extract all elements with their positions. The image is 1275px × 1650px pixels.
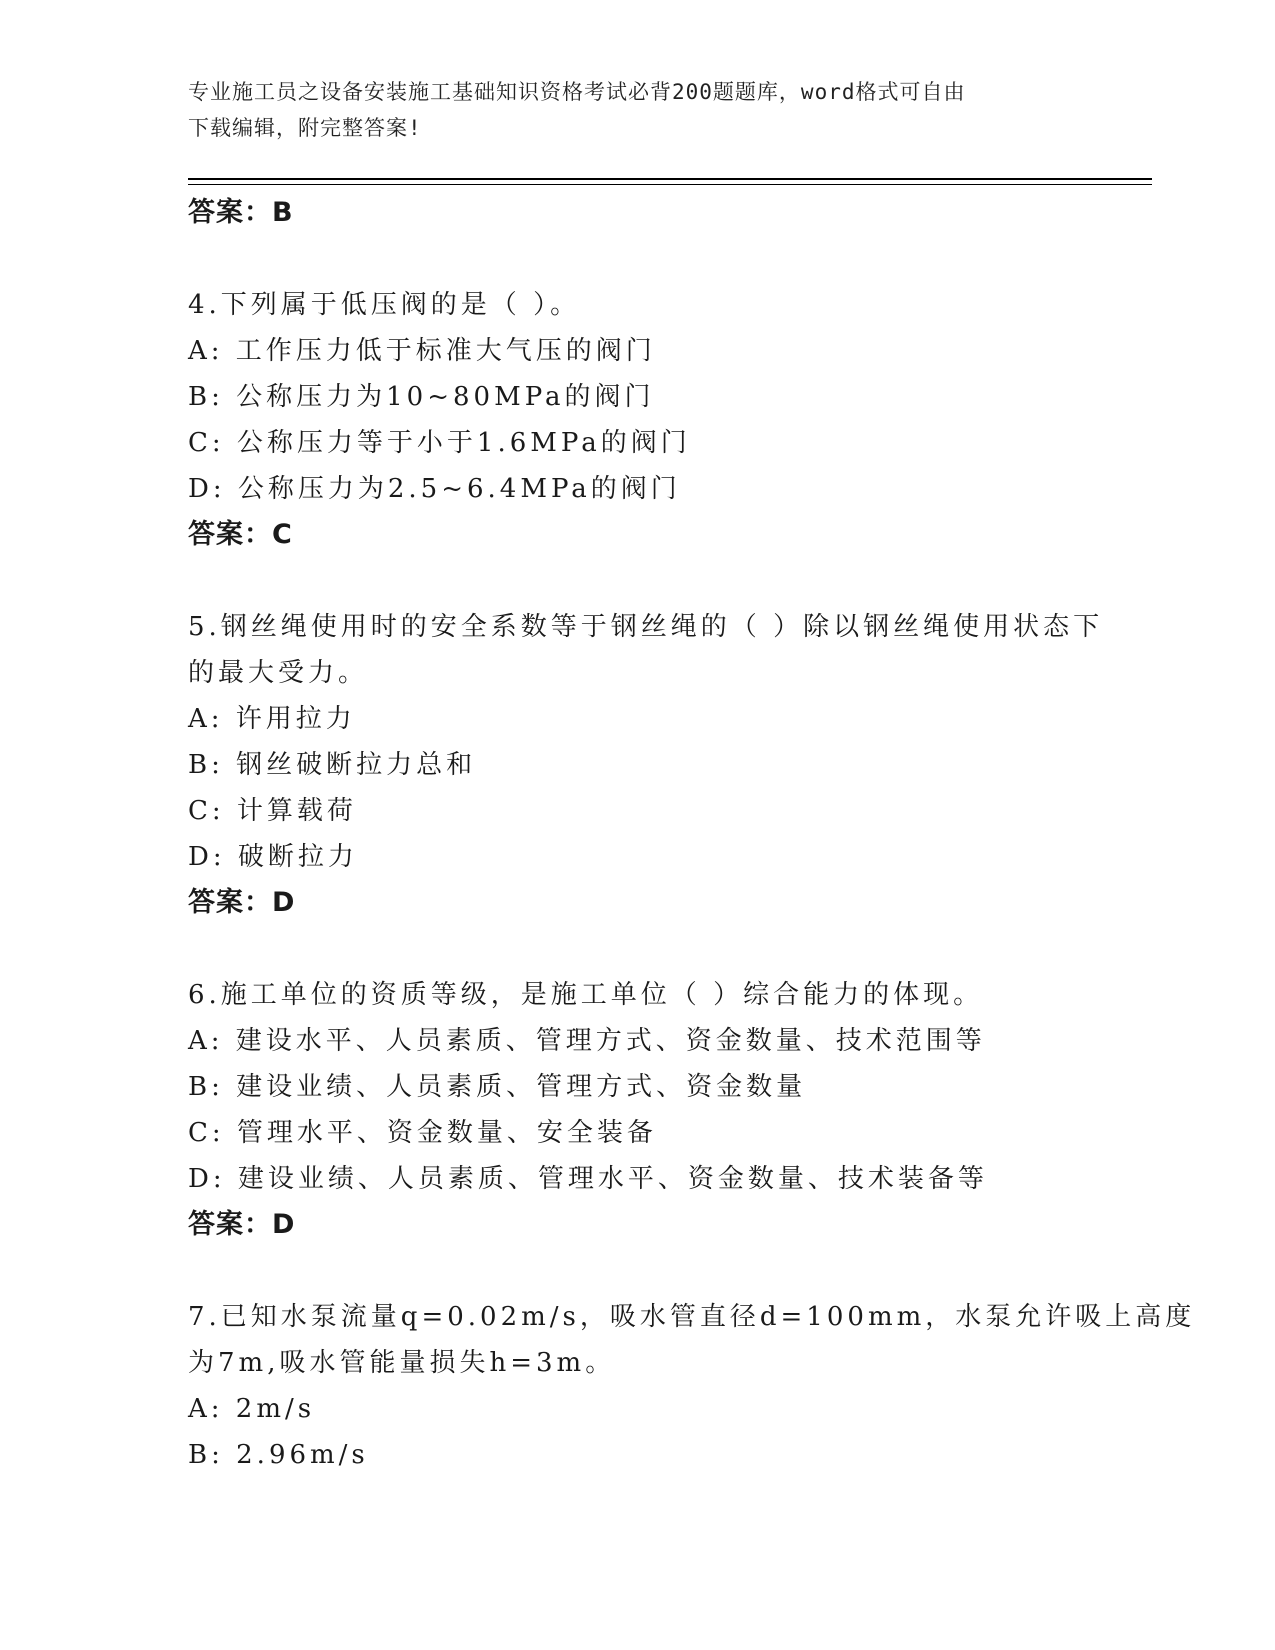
header-line-1: 专业施工员之设备安装施工基础知识资格考试必背200题题库，word格式可自由	[188, 80, 966, 104]
question-stem: 5.钢丝绳使用时的安全系数等于钢丝绳的（ ）除以钢丝绳使用状态下	[188, 612, 1104, 642]
header-rule-thick	[188, 178, 1152, 180]
option-a: A: 工作压力低于标准大气压的阀门	[188, 336, 656, 366]
question-7	[188, 1294, 1196, 1478]
option-b: B: 钢丝破断拉力总和	[188, 750, 477, 780]
question-5	[188, 604, 1104, 926]
answer-label: 答案：D	[188, 887, 296, 918]
question-list	[188, 190, 1196, 1478]
option-a: A: 2m/s	[188, 1394, 316, 1424]
question-stem-continued: 的最大受力。	[188, 658, 369, 688]
question-stem: 7.已知水泵流量q=0.02m/s，吸水管直径d=100mm，水泵允许吸上高度	[188, 1302, 1196, 1332]
question-4	[188, 282, 1088, 558]
question-stem: 6.施工单位的资质等级，是施工单位（ ）综合能力的体现。	[188, 980, 984, 1010]
header-rule-thin	[188, 184, 1152, 185]
option-d: D: 破断拉力	[188, 842, 358, 872]
header-line-2: 下载编辑，附完整答案!	[188, 116, 422, 140]
document-header	[188, 74, 1088, 146]
answer-label: 答案：D	[188, 1209, 296, 1240]
option-a: A: 许用拉力	[188, 704, 356, 734]
spacer	[188, 558, 1088, 604]
option-c: C: 管理水平、资金数量、安全装备	[188, 1118, 657, 1148]
option-d: D: 建设业绩、人员素质、管理水平、资金数量、技术装备等	[188, 1164, 988, 1194]
option-c: C: 计算载荷	[188, 796, 357, 826]
option-b: B: 公称压力为10~80MPa的阀门	[188, 382, 655, 412]
spacer	[188, 236, 1088, 282]
option-a: A: 建设水平、人员素质、管理方式、资金数量、技术范围等	[188, 1026, 986, 1056]
answer-label: 答案：C	[188, 519, 293, 550]
option-b: B: 建设业绩、人员素质、管理方式、资金数量	[188, 1072, 807, 1102]
option-d: D: 公称压力为2.5~6.4MPa的阀门	[188, 474, 681, 504]
option-b: B: 2.96m/s	[188, 1440, 369, 1470]
answer-label: 答案：B	[188, 197, 294, 228]
spacer	[188, 1248, 1088, 1294]
question-stem: 4.下列属于低压阀的是（ ）。	[188, 290, 581, 320]
option-c: C: 公称压力等于小于1.6MPa的阀门	[188, 428, 691, 458]
question-stem-continued: 为7m,吸水管能量损失h=3m。	[188, 1348, 616, 1378]
spacer	[188, 926, 1088, 972]
question-6	[188, 972, 1088, 1248]
